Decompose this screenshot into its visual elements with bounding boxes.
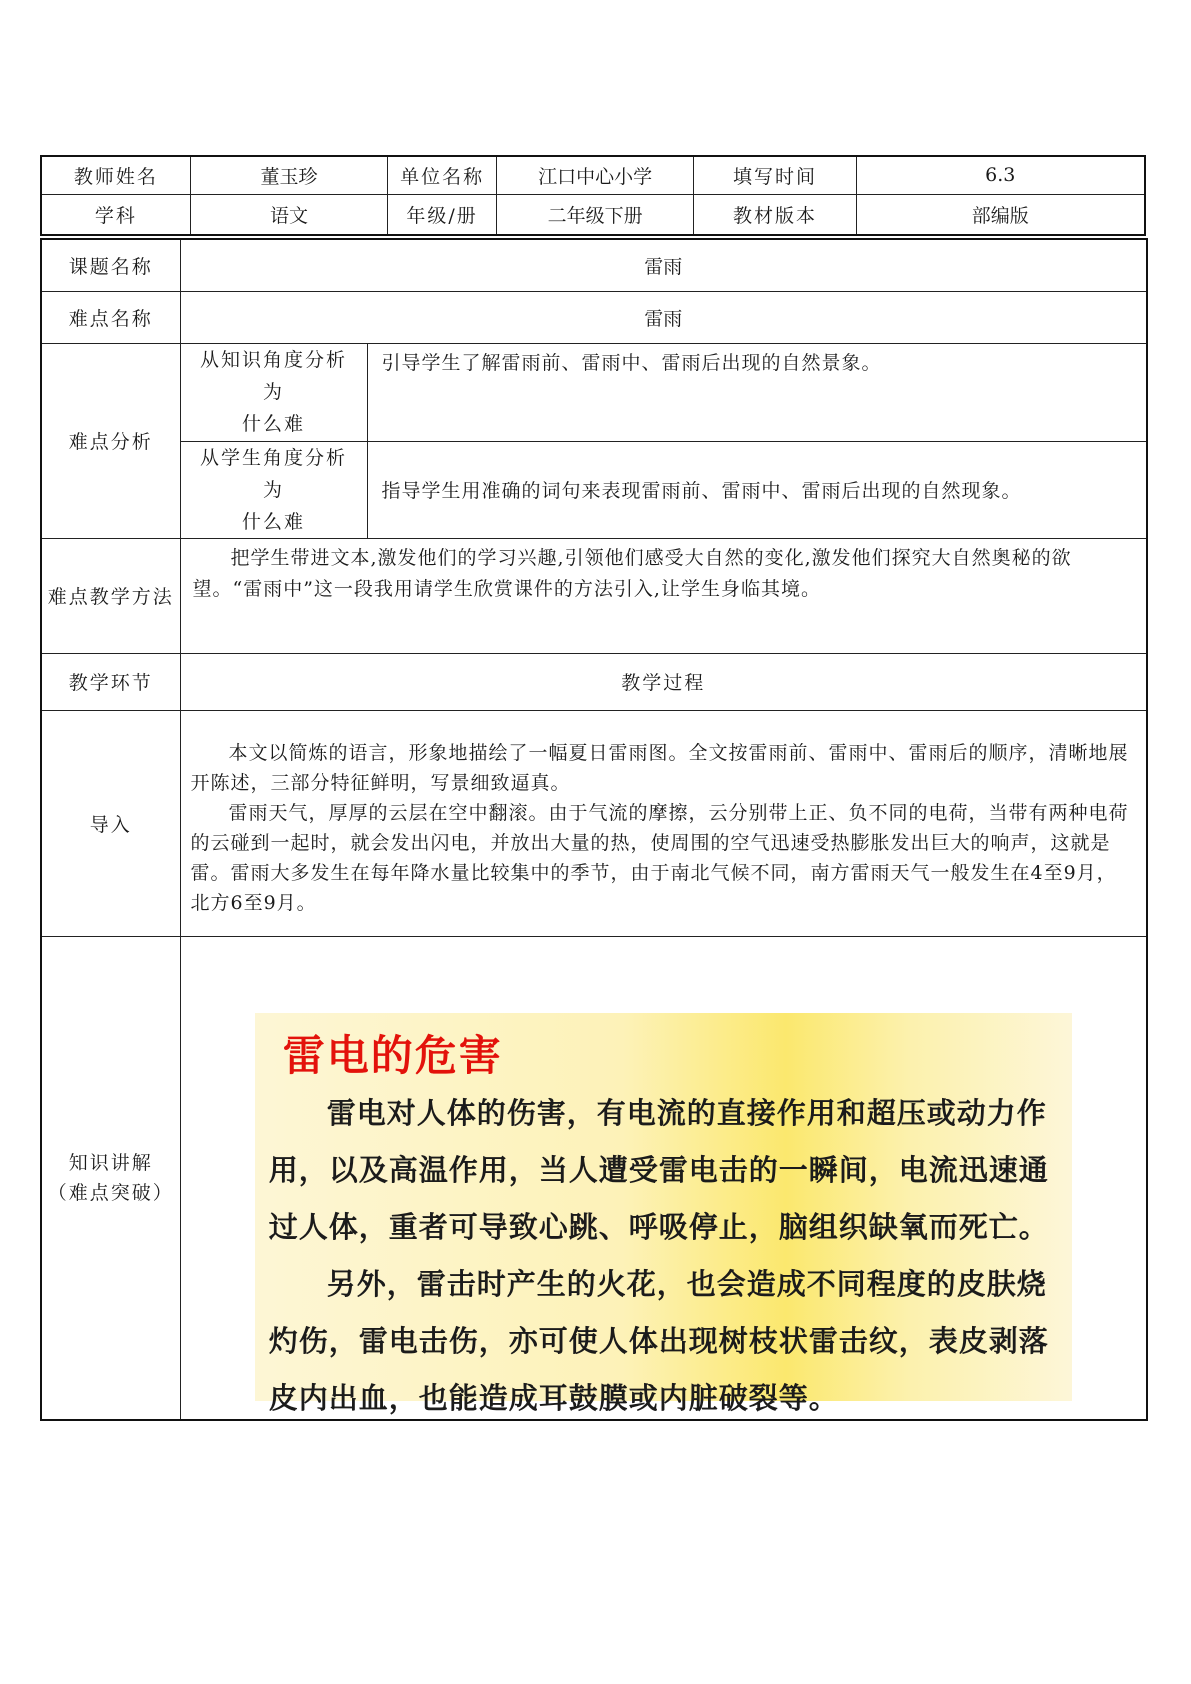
- header-row-2: [41, 194, 1145, 235]
- knowledge-row: [41, 936, 1147, 1420]
- method-text: 把学生带进文本,激发他们的学习兴趣,引领他们感受大自然的变化,激发他们探究大自然奥秘的欲望。“雷雨中”这一段我用请学生欣赏课件的方法引入,让学生身临其境。: [192, 546, 1072, 600]
- main-table: [40, 238, 1148, 1421]
- fill-time-label: 填写时间: [694, 156, 856, 194]
- student-angle-line1: 从学生角度分析为: [199, 446, 347, 501]
- teaching-step-label: 教学环节: [41, 653, 180, 710]
- unit-name-label: 单位名称: [388, 156, 496, 194]
- knowledge-label: [41, 936, 180, 1420]
- textbook-version-label: 教材版本: [694, 194, 856, 235]
- header-row-1: [41, 156, 1145, 194]
- topic-value: 雷雨: [180, 239, 1147, 291]
- difficulty-value: 雷雨: [180, 291, 1147, 343]
- knowledge-content-cell: [180, 936, 1147, 1420]
- analysis-knowledge-row: [41, 343, 1147, 441]
- lightning-hazard-image: [255, 1013, 1072, 1415]
- process-header-row: [41, 653, 1147, 710]
- method-label: 难点教学方法: [41, 538, 180, 653]
- teacher-name-value: 董玉珍: [190, 156, 388, 194]
- lightning-hazard-paragraph-2: 另外，雷击时产生的火花，也会造成不同程度的皮肤烧灼伤，雷电击伤，亦可使人体出现树枝状雷击纹，表皮剥落皮内出血，也能造成耳鼓膜或内脏破裂等。: [268, 1266, 1049, 1415]
- method-row: [41, 538, 1147, 653]
- lightning-hazard-title: 雷电的危害: [282, 1030, 503, 1080]
- teaching-process-label: 教学过程: [180, 653, 1147, 710]
- teacher-name-label: 教师姓名: [41, 156, 190, 194]
- topic-row: [41, 239, 1147, 291]
- student-angle-text: 指导学生用准确的词句来表现雷雨前、雷雨中、雷雨后出现的自然现象。: [367, 441, 1147, 538]
- subject-label: 学科: [41, 194, 190, 235]
- analysis-student-row: [41, 441, 1147, 538]
- intro-paragraph-1: 本文以简炼的语言，形象地描绘了一幅夏日雷雨图。全文按雷雨前、雷雨中、雷雨后的顺序，清晰地展开陈述，三部分特征鲜明，写景细致逼真。: [190, 741, 1129, 794]
- topic-label: 课题名称: [41, 239, 180, 291]
- intro-cell: [180, 710, 1147, 936]
- student-angle-label: [180, 441, 367, 538]
- method-cell: [180, 538, 1147, 653]
- intro-label: 导入: [41, 710, 180, 936]
- student-angle-line2: 什么难: [241, 510, 305, 533]
- analysis-label: 难点分析: [41, 343, 180, 538]
- knowledge-angle-line1: 从知识角度分析为: [199, 349, 347, 403]
- header-table: [40, 155, 1146, 236]
- grade-value: 二年级下册: [496, 194, 694, 235]
- intro-row: [41, 710, 1147, 936]
- lightning-hazard-paragraph-1: 雷电对人体的伤害，有电流的直接作用和超压或动力作用，以及高温作用，当人遭受雷电击的一瞬间，电流迅速通过人体，重者可导致心跳、呼吸停止，脑组织缺氧而死亡。: [268, 1095, 1049, 1244]
- knowledge-label-line2: （难点突破）: [47, 1181, 174, 1204]
- lightning-hazard-body: [269, 1085, 1059, 1427]
- knowledge-angle-line2: 什么难: [241, 413, 305, 435]
- intro-paragraph-2: 雷雨天气，厚厚的云层在空中翻滚。由于气流的摩擦，云分别带上正、负不同的电荷，当带有两种电荷的云碰到一起时，就会发出闪电，并放出大量的热，使周围的空气迅速受热膨胀发出巨大的响声，这就是雷。雷雨大多发生在每年降水量比较集中的季节，由于南北气候不同，南方雷雨天气一般发生在4至9月，北方6至9月。: [190, 801, 1129, 914]
- difficulty-row: [41, 291, 1147, 343]
- knowledge-angle-text: 引导学生了解雷雨前、雷雨中、雷雨后出现的自然景象。: [367, 343, 1147, 441]
- grade-label: 年级/册: [388, 194, 496, 235]
- knowledge-angle-label: [180, 343, 367, 441]
- knowledge-label-line1: 知识讲解: [68, 1151, 153, 1174]
- fill-time-value: 6.3: [856, 156, 1145, 194]
- unit-name-value: 江口中心小学: [496, 156, 694, 194]
- subject-value: 语文: [190, 194, 388, 235]
- lesson-plan-sheet: [40, 155, 1146, 1421]
- difficulty-label: 难点名称: [41, 291, 180, 343]
- textbook-version-value: 部编版: [856, 194, 1145, 235]
